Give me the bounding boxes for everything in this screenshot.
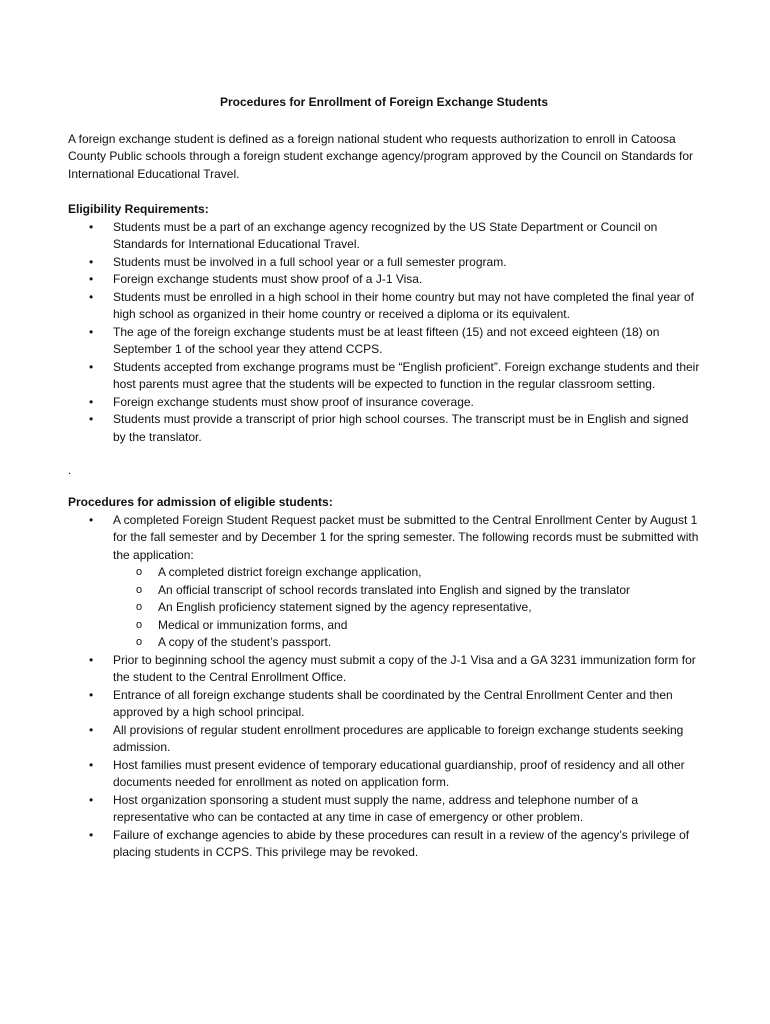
list-item: [68, 512, 700, 652]
list-item: • Prior to beginning school the agency must submit a copy of the J-1 Visa and a GA 3231 immunization form for the student to the Central Enrollment Office.: [68, 652, 700, 687]
required-records-list: [113, 564, 700, 652]
list-item: • Foreign exchange students must show proof of a J-1 Visa.: [68, 271, 700, 289]
document-page: [68, 94, 700, 862]
eligibility-heading: Eligibility Requirements:: [68, 202, 209, 216]
sub-list-item: o An English proficiency statement signed by the agency representative,: [113, 599, 700, 617]
sub-list-item: o A completed district foreign exchange application,: [113, 564, 700, 582]
list-item: • Students must provide a transcript of prior high school courses. The transcript must be in English and signed by the translator.: [68, 411, 700, 446]
list-item: • Foreign exchange students must show proof of insurance coverage.: [68, 394, 700, 412]
admission-list: [68, 512, 700, 862]
list-item: • Failure of exchange agencies to abide by these procedures can result in a review of the agency’s privilege of placing students in CCPS. This privilege may be revoked.: [68, 827, 700, 862]
eligibility-list: [68, 219, 700, 447]
list-item: • The age of the foreign exchange students must be at least fifteen (15) and not exceed eighteen (18) on September 1 of the school year they attend CCPS.: [68, 324, 700, 359]
sub-list-item: o An official transcript of school records translated into English and signed by the translator: [113, 582, 700, 600]
sub-list-item: o A copy of the student’s passport.: [113, 634, 700, 652]
list-item: • Host families must present evidence of temporary educational guardianship, proof of residency and all other documents needed for enrollment as noted on application form.: [68, 757, 700, 792]
list-item: • Host organization sponsoring a student must supply the name, address and telephone number of a representative who can be contacted at any time in case of emergency or other problem.: [68, 792, 700, 827]
list-item: • Students accepted from exchange programs must be “English proficient”. Foreign exchange students and their host parents must agree that the students will be expected to function in the regular classroom setting.: [68, 359, 700, 394]
admission-heading: Procedures for admission of eligible students:: [68, 495, 333, 509]
intro-paragraph: A foreign exchange student is defined as a foreign national student who requests authorization to enroll in Catoosa County Public schools through a foreign student exchange agency/program approved by the Council on Standards for International Educational Travel.: [68, 131, 694, 181]
list-item: • Students must be a part of an exchange agency recognized by the US State Department or Council on Standards for International Educational Travel.: [68, 219, 700, 254]
admission-first-item-text: A completed Foreign Student Request packet must be submitted to the Central Enrollment Center by August 1 for the fall semester and by December 1 for the spring semester. The following records must be submitted with the application:: [113, 512, 699, 562]
list-item: • Students must be enrolled in a high school in their home country but may not have completed the final year of high school as organized in their home country or received a diploma or its equivalent.: [68, 289, 700, 324]
list-item: • Entrance of all foreign exchange students shall be coordinated by the Central Enrollment Center and then approved by a high school principal.: [68, 687, 700, 722]
separator-dot: .: [68, 463, 72, 477]
document-title: Procedures for Enrollment of Foreign Exchange Students: [219, 95, 549, 109]
sub-list-item: o Medical or immunization forms, and: [113, 617, 700, 635]
list-item: • All provisions of regular student enrollment procedures are applicable to foreign exchange students seeking admission.: [68, 722, 700, 757]
list-item: • Students must be involved in a full school year or a full semester program.: [68, 254, 700, 272]
